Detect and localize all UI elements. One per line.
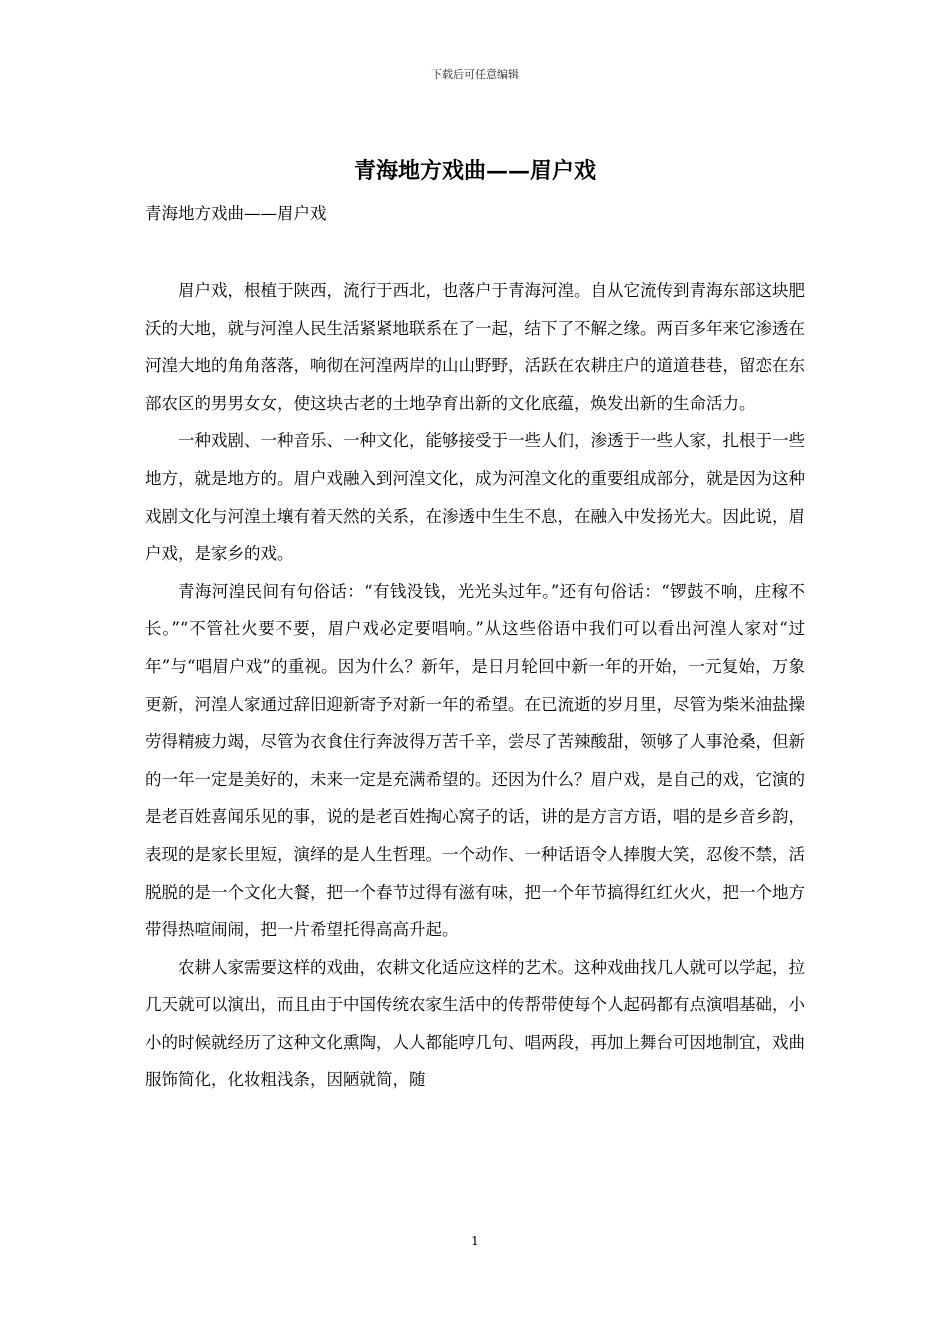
document-subtitle: 青海地方戏曲——眉户戏	[145, 204, 327, 223]
document-body	[145, 272, 805, 1099]
document-title: 青海地方戏曲——眉户戏	[353, 158, 596, 184]
paragraph-3: 青海河湟民间有句俗话：“有钱没钱，光光头过年。”还有句俗话：“锣鼓不响，庄稼不长。”“不管社火要不要，眉户戏必定要唱响。”从这些俗语中我们可以看出河湟人家对“过年”与“唱眉户戏”的重视。因为什么？新年，是日月轮回中新一年的开始，一元复始，万象更新，河湟人家通过辞旧迎新寄予对新一年的希望。在已流逝的岁月里，尽管为柴米油盐操劳得精疲力竭，尽管为衣食住行奔波得万苦千辛，尝尽了苦辣酸甜，领够了人事沧桑，但新的一年一定是美好的，未来一定是充满希望的。还因为什么？眉户戏，是自己的戏，它演的是老百姓喜闻乐见的事，说的是老百姓掏心窝子的话，讲的是方言方语，唱的是乡音乡韵，表现的是家长里短，演绎的是人生哲理。一个动作、一种话语令人捧腹大笑，忍俊不禁，活脱脱的是一个文化大餐，把一个春节过得有滋有味，把一个年节搞得红红火火，把一个地方带得热喧闹闹，把一片希望托得高高升起。	[145, 581, 805, 940]
paragraph-2: 一种戏剧、一种音乐、一种文化，能够接受于一些人们，渗透于一些人家，扎根于一些地方，就是地方的。眉户戏融入到河湟文化，成为河湟文化的重要组成部分，就是因为这种戏剧文化与河湟土壤有着天然的关系，在渗透中生生不息，在融入中发扬光大。因此说，眉户戏，是家乡的戏。	[145, 431, 805, 564]
paragraph-1: 眉户戏，根植于陕西，流行于西北，也落户于青海河湟。自从它流传到青海东部这块肥沃的大地，就与河湟人民生活紧紧地联系在了一起，结下了不解之缘。两百多年来它渗透在河湟大地的角角落落，响彻在河湟两岸的山山野野，活跃在农耕庄户的道道巷巷，留恋在东部农区的男男女女，使这块古老的土地孕育出新的文化底蕴，焕发出新的生命活力。	[145, 281, 805, 413]
paragraph-4: 农耕人家需要这样的戏曲，农耕文化适应这样的艺术。这种戏曲找几人就可以学起，拉几天就可以演出，而且由于中国传统农家生活中的传帮带使每个人起码都有点演唱基础，小小的时候就经历了这种文化熏陶，人人都能哼几句、唱两段，再加上舞台可因地制宜，戏曲服饰简化，化妆粗浅条，因陋就简，随	[145, 957, 805, 1090]
page-number: 1	[471, 1234, 479, 1248]
page-header-note: 下载后可任意编辑	[431, 68, 519, 81]
